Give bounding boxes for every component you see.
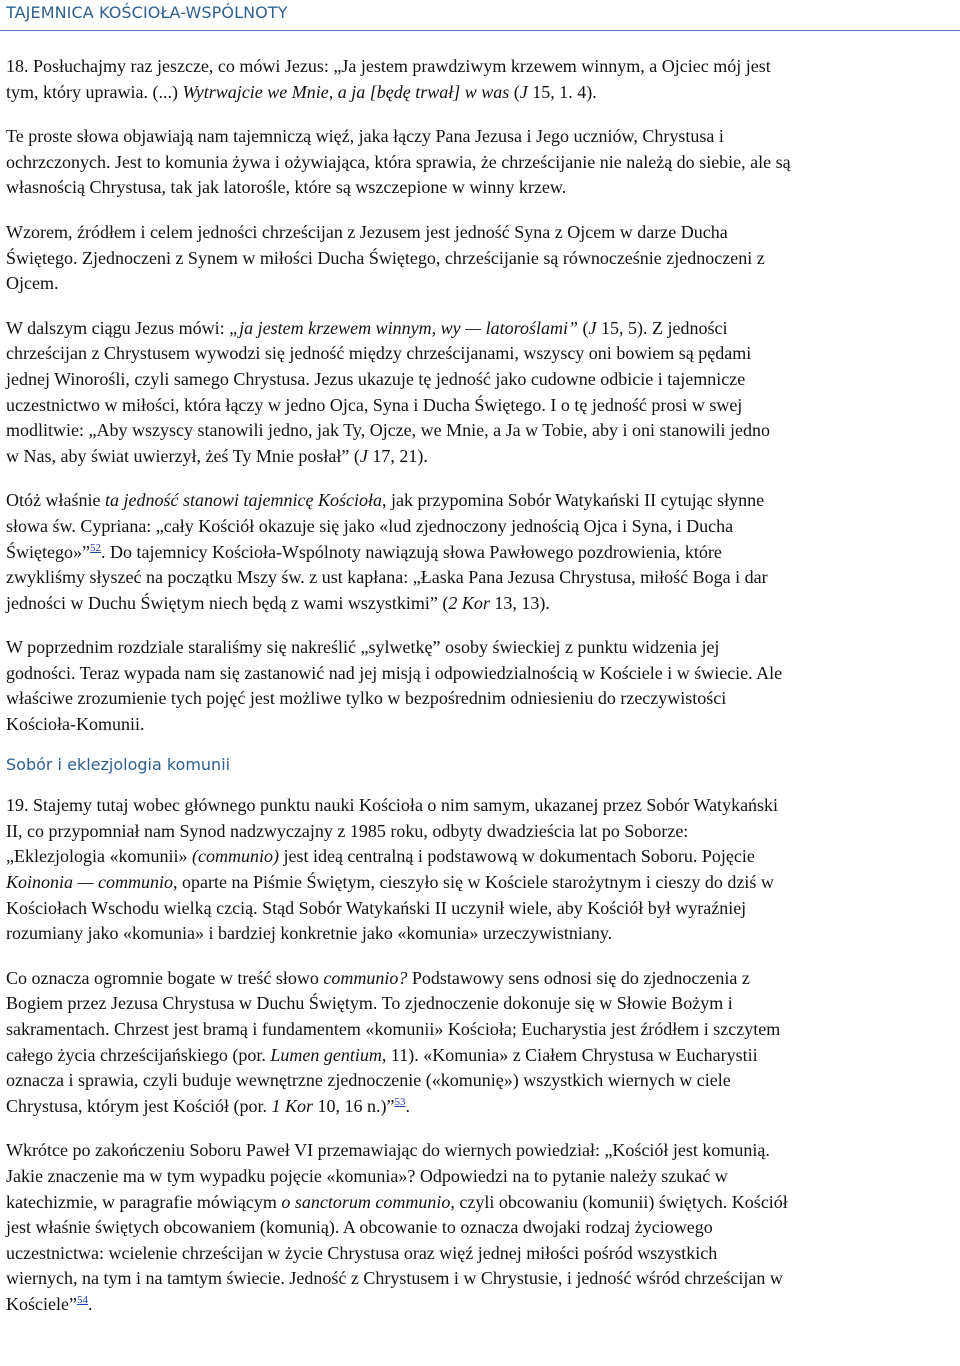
paragraph-model-source: Wzorem, źródłem i celem jedności chrześcijan z Jezusem jest jedność Syna z Ojcem w darze Ducha Świętego. Zjednoczeni z Synem w miłości Ducha Świętego, chrześcijanie są równocześnie zjednoczeni z Ojcem. [6, 221, 765, 294]
footnote-link-52[interactable]: 52 [89, 541, 101, 554]
footnote-ref-52 [90, 542, 101, 554]
footnote-ref-54 [77, 1294, 88, 1306]
footnote-ref-53 [394, 1096, 405, 1108]
paragraph-paul-vi: Wkrótce po zakończeniu Soboru Paweł VI przemawiając do wiernych powiedział: „Kościół jest komunią. Jakie znaczenie ma w tym wypadku pojęcie «komunia»? Odpowiedzi na to pytanie należy szukać w katechizmie, w paragrafie mówiącym o sanctorum communio, czyli obcowaniu (komunii) świętych. Kościół jest właśnie świętych obcowaniem (komunią). A obcowanie to oznacza dwojaki rodzaj życiowego uczestnictwa: wcielenie chrześcijan w życie Chrystusa oraz więź jednej miłości pośród wszystkich wiernych, na tym i na tamtym świecie. Jedność z Chrystusem i w Chrystusie, i jedność wśród chrześcijan w Kościele”$^{54}$. [6, 1140, 788, 1314]
document-body [6, 54, 960, 1337]
footnote-link-53[interactable]: 53 [394, 1095, 406, 1108]
paragraph-communion: Te proste słowa objawiają nam tajemniczą więź, jaka łączy Pana Jezusa i Jego uczniów, Chrystusa i ochrzczonych. Jest to komunia żywa i ożywiająca, która sprawia, że chrześcijanie nie należą do siebie, ale są własnością Chrystusa, tak jak latorośle, które są wszczepione w winny krzew. [6, 126, 791, 198]
paragraph-mystery-church: Otóż właśnie ta jedność stanowi tajemnicę Kościoła, jak przypomina Sobór Watykański II cytując słynne słowa św. Cypriana: „cały Kościół okazuje się jako «lud zjednoczony jednością Ojca i Syna, i Ducha Świętego»”$^{52}$. Do tajemnicy Kościoła-Wspólnoty nawiązują słowa Pawłowego pozdrowienia, które zwykliśmy słyszeć na początku Mszy św. z ust kapłana: „Łaska Pana Jezusa Chrystusa, miłość Boga i dar jedności w Duchu Świętym niech będą z wami wszystkimi” (2 Kor 13, 13). [6, 490, 768, 613]
header-divider [0, 30, 960, 31]
paragraph-18: 18. Posłuchajmy raz jeszcze, co mówi Jezus: „Ja jestem prawdziwym krzewem winnym, a Ojciec mój jest tym, który uprawia. (...) Wytrwajcie we Mnie, a ja [będę trwał] w was (J 15, 1. 4). [6, 56, 771, 102]
paragraph-vine: W dalszym ciągu Jezus mówi: „ja jestem krzewem winnym, wy — latoroślami” (J 15, 5). Z jedności chrześcijan z Chrystusem wywodzi się jedność między chrześcijanami, wszyscy oni bowiem są pędami jednej Winorośli, czyli samego Chrystusa. Jezus ukazuje tę jedność jako cudowne odbicie i tajemnicze uczestnictwo w miłości, która łączy w jedno Ojca, Syna i Ducha Świętego. I o tę jedność prosi w swej modlitwie: „Aby wszyscy stanowili jedno, jak Ty, Ojcze, we Mnie, a Ja w Tobie, aby i oni stanowili jedno w Nas, aby świat uwierzył, żeś Ty Mnie posłał” (J 17, 21). [6, 317, 771, 466]
paragraph-previous-chapter: W poprzednim rozdziale staraliśmy się nakreślić „sylwetkę” osoby świeckiej z punktu widzenia jej godności. Teraz wypada nam się zastanowić nad jej misją i odpowiedzialnością w Kościele i w świecie. Ale właściwe zrozumienie tych pojęć jest możliwe tylko w bezpośrednim odniesieniu do rzeczywistości Kościoła-Komunii. [6, 637, 783, 735]
running-header: TAJEMNICA KOŚCIOŁA-WSPÓLNOTY [6, 3, 288, 22]
footnote-link-54[interactable]: 54 [76, 1293, 88, 1306]
paragraph-communio: Co oznacza ogromnie bogate w treść słowo communio? Podstawowy sens odnosi się do zjednoczenia z Bogiem przez Jezusa Chrystusa w Duchu Świętym. To zjednoczenie dokonuje się w Słowie Bożym i sakramentach. Chrzest jest bramą i fundamentem «komunii» Kościoła; Eucharystia jest źródłem i szczytem całego życia chrześcijańskiego (por. Lumen gentium, 11). «Komunia» z Ciałem Chrystusa w Eucharystii oznacza i sprawia, czyli buduje wewnętrzne zjednoczenie («komunię») wszystkich wiernych w ciele Chrystusa, którym jest Kościół (por. 1 Kor 10, 16 n.)”$^{53}$. [6, 967, 781, 1116]
paragraph-19: 19. Stajemy tutaj wobec głównego punktu nauki Kościoła o nim samym, ukazanej przez Sobór Watykański II, co przypomniał nam Synod nadzwyczajny z 1985 roku, odbyty dwadzieścia lat po Soborze: „Eklezjologia «komunii» (communio) jest ideą centralną i podstawową w dokumentach Soboru. Pojęcie Koinonia — communio, oparte na Piśmie Świętym, cieszyło się w Kościele starożytnym i cieszy do dziś w Kościołach Wschodu wielką czcią. Stąd Sobór Watykański II uczynił wiele, aby Kościół był wyraźniej rozumiany jako «komunia» i bardziej konkretnie jako «komunia» urzeczywistniany. [6, 795, 779, 944]
section-heading: Sobór i eklezjologia komunii [6, 754, 231, 774]
